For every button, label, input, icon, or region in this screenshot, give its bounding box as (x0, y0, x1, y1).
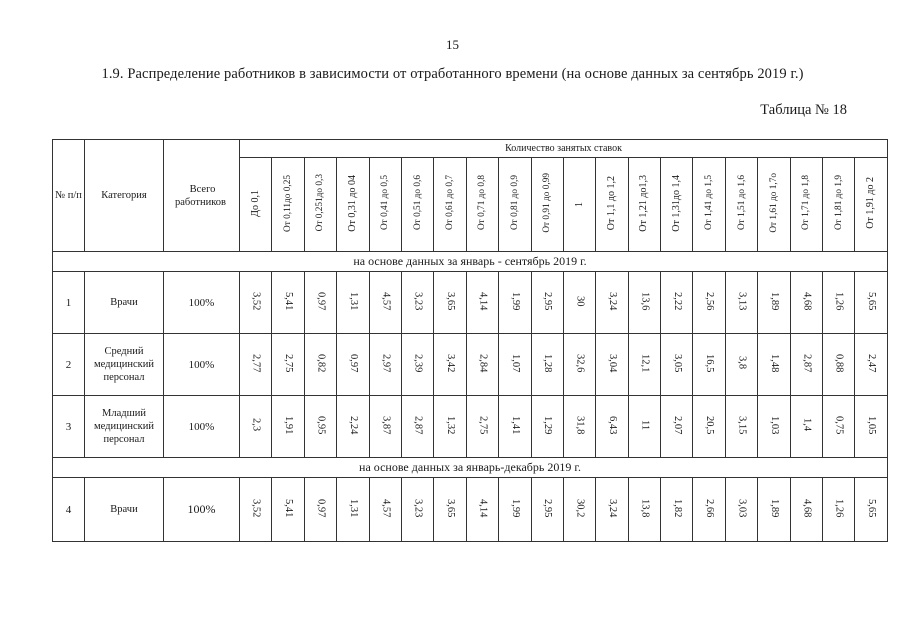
header-range: От 1,71 до 1,8 (790, 158, 822, 252)
row-total: 100% (164, 478, 240, 542)
value-cell: 0,82 (304, 334, 336, 396)
table-body (53, 252, 888, 542)
header-group: Количество занятых ставок (240, 140, 888, 158)
row-number: 2 (53, 334, 85, 396)
value-cell: 2,56 (693, 272, 725, 334)
value-cell: 3,03 (725, 478, 757, 542)
value-cell: 1,91 (272, 396, 304, 458)
value-cell: 1,29 (531, 396, 563, 458)
value-cell: 1,26 (823, 272, 855, 334)
value-cell: 2,95 (531, 272, 563, 334)
value-cell: 3,8 (725, 334, 757, 396)
header-range: От 1,31до 1,4 (661, 158, 693, 252)
value-cell: 4,68 (790, 272, 822, 334)
value-cell: 2,75 (272, 334, 304, 396)
value-cell: 0,97 (304, 478, 336, 542)
section-title: на основе данных за январь - сентябрь 2019 г. (53, 252, 888, 272)
value-cell: 1,48 (758, 334, 790, 396)
value-cell: 3,23 (401, 478, 433, 542)
value-cell: 3,05 (661, 334, 693, 396)
value-cell: 1,05 (855, 396, 888, 458)
header-range: От 0,91 до 0,99 (531, 158, 563, 252)
row-total: 100% (164, 334, 240, 396)
header-range: От 1,81 до 1,9 (823, 158, 855, 252)
value-cell: 16,5 (693, 334, 725, 396)
value-cell: 3,42 (434, 334, 466, 396)
value-cell: 3,23 (401, 272, 433, 334)
value-cell: 2,39 (401, 334, 433, 396)
value-cell: 2,47 (855, 334, 888, 396)
value-cell: 4,68 (790, 478, 822, 542)
row-number: 1 (53, 272, 85, 334)
header-range: От 0,31 до 04 (337, 158, 369, 252)
value-cell: 4,14 (466, 272, 498, 334)
value-cell: 30 (563, 272, 595, 334)
value-cell: 20,5 (693, 396, 725, 458)
value-cell: 5,41 (272, 272, 304, 334)
table-row (53, 396, 888, 458)
header-num: № п/п (53, 140, 85, 252)
value-cell: 2,84 (466, 334, 498, 396)
header-range: От 0,51 до 0,6 (401, 158, 433, 252)
value-cell: 11 (628, 396, 660, 458)
value-cell: 2,24 (337, 396, 369, 458)
table-row (53, 478, 888, 542)
value-cell: 3,13 (725, 272, 757, 334)
value-cell: 5,65 (855, 478, 888, 542)
value-cell: 30,2 (563, 478, 595, 542)
value-cell: 2,22 (661, 272, 693, 334)
value-cell: 1,07 (499, 334, 531, 396)
value-cell: 1,28 (531, 334, 563, 396)
value-cell: 2,75 (466, 396, 498, 458)
value-cell: 12,1 (628, 334, 660, 396)
row-number: 4 (53, 478, 85, 542)
value-cell: 2,77 (240, 334, 272, 396)
row-category: Врачи (85, 272, 164, 334)
value-cell: 3,52 (240, 272, 272, 334)
row-category: Врачи (85, 478, 164, 542)
header-range: От 0,81 до 0,9 (499, 158, 531, 252)
value-cell: 3,65 (434, 272, 466, 334)
value-cell: 1,4 (790, 396, 822, 458)
value-cell: 2,07 (661, 396, 693, 458)
header-total: Всего работников (164, 140, 240, 252)
header-range: От 1,21 до1,3 (628, 158, 660, 252)
value-cell: 1,99 (499, 272, 531, 334)
value-cell: 1,82 (661, 478, 693, 542)
value-cell: 32,6 (563, 334, 595, 396)
value-cell: 31,8 (563, 396, 595, 458)
header-range: От 0,251до 0,3 (304, 158, 336, 252)
value-cell: 0,97 (337, 334, 369, 396)
value-cell: 5,65 (855, 272, 888, 334)
table-label: Таблица № 18 (760, 102, 847, 118)
value-cell: 2,95 (531, 478, 563, 542)
page-number: 15 (446, 37, 459, 52)
header-range: От 0,61 до 0,7 (434, 158, 466, 252)
value-cell: 3,24 (596, 272, 628, 334)
header-range: От 0,11до 0,25 (272, 158, 304, 252)
value-cell: 0,97 (304, 272, 336, 334)
value-cell: 5,41 (272, 478, 304, 542)
value-cell: 13,6 (628, 272, 660, 334)
value-cell: 4,57 (369, 272, 401, 334)
value-cell: 1,03 (758, 396, 790, 458)
section-row (53, 252, 888, 272)
value-cell: 3,15 (725, 396, 757, 458)
value-cell: 1,26 (823, 478, 855, 542)
header-range: 1 (563, 158, 595, 252)
header-range: От 1,41 до 1,5 (693, 158, 725, 252)
row-category: Средний медицинский персонал (85, 334, 164, 396)
header-range: До 0,1 (240, 158, 272, 252)
value-cell: 1,41 (499, 396, 531, 458)
value-cell: 3,52 (240, 478, 272, 542)
value-cell: 2,87 (790, 334, 822, 396)
value-cell: 4,57 (369, 478, 401, 542)
header-range: От 0,71 до 0,8 (466, 158, 498, 252)
header-range: От 1,91 до 2 (855, 158, 888, 252)
header-row (53, 140, 888, 158)
value-cell: 1,89 (758, 272, 790, 334)
value-cell: 2,87 (401, 396, 433, 458)
value-cell: 3,65 (434, 478, 466, 542)
value-cell: 3,87 (369, 396, 401, 458)
value-cell: 3,24 (596, 478, 628, 542)
section-row (53, 458, 888, 478)
row-total: 100% (164, 272, 240, 334)
value-cell: 0,75 (823, 396, 855, 458)
value-cell: 0,95 (304, 396, 336, 458)
value-cell: 3,04 (596, 334, 628, 396)
header-range: От 0,41 до 0,5 (369, 158, 401, 252)
value-cell: 2,3 (240, 396, 272, 458)
row-number: 3 (53, 396, 85, 458)
value-cell: 2,66 (693, 478, 725, 542)
value-cell: 1,89 (758, 478, 790, 542)
distribution-table (52, 139, 888, 542)
row-total: 100% (164, 396, 240, 458)
section-title: на основе данных за январь-декабрь 2019 г. (53, 458, 888, 478)
value-cell: 6,43 (596, 396, 628, 458)
header-range: От 1,1 до 1,2 (596, 158, 628, 252)
value-cell: 1,32 (434, 396, 466, 458)
value-cell: 2,97 (369, 334, 401, 396)
value-cell: 1,99 (499, 478, 531, 542)
value-cell: 1,31 (337, 272, 369, 334)
row-category: Младший медицинский персонал (85, 396, 164, 458)
table-row (53, 334, 888, 396)
table-row (53, 272, 888, 334)
header-category: Категория (85, 140, 164, 252)
document-heading: 1.9. Распределение работников в зависимости от отработанного времени (на основе данных за сентябрь 2019 г.) (101, 66, 804, 82)
header-range: От 1,61 до 1,7о (758, 158, 790, 252)
header-range: От 1,51 до 1,6 (725, 158, 757, 252)
value-cell: 13,8 (628, 478, 660, 542)
value-cell: 4,14 (466, 478, 498, 542)
value-cell: 1,31 (337, 478, 369, 542)
value-cell: 0,88 (823, 334, 855, 396)
